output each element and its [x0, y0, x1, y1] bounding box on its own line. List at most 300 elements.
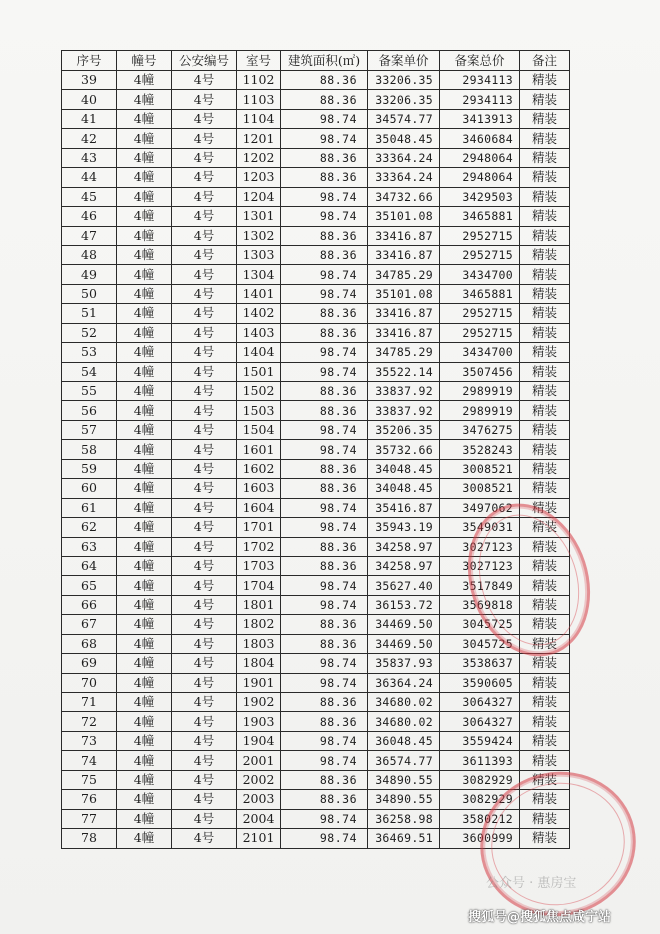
table-row [62, 673, 570, 692]
table-row [62, 459, 570, 478]
cell-room: 1201 [237, 129, 281, 148]
cell-building: 4幢 [117, 168, 172, 187]
cell-area: 98.74 [281, 809, 368, 828]
cell-remark: 精装 [520, 129, 570, 148]
table-row [62, 615, 570, 634]
cell-room: 1604 [237, 498, 281, 517]
cell-room: 1901 [237, 673, 281, 692]
cell-unit-price: 36364.24 [368, 673, 440, 692]
cell-building: 4幢 [117, 537, 172, 556]
cell-total-price: 3549031 [440, 518, 520, 537]
cell-remark: 精装 [520, 109, 570, 128]
cell-police-no: 4号 [172, 693, 237, 712]
cell-total-price: 3538637 [440, 654, 520, 673]
cell-total-price: 2989919 [440, 401, 520, 420]
cell-remark: 精装 [520, 809, 570, 828]
cell-total-price: 2952715 [440, 226, 520, 245]
cell-remark: 精装 [520, 265, 570, 284]
cell-total-price: 3460684 [440, 129, 520, 148]
cell-building: 4幢 [117, 712, 172, 731]
cell-unit-price: 33206.35 [368, 90, 440, 109]
cell-building: 4幢 [117, 187, 172, 206]
cell-remark: 精装 [520, 537, 570, 556]
cell-area: 88.36 [281, 148, 368, 167]
cell-seq: 52 [62, 323, 117, 342]
cell-seq: 53 [62, 343, 117, 362]
cell-police-no: 4号 [172, 459, 237, 478]
cell-building: 4幢 [117, 207, 172, 226]
cell-room: 1802 [237, 615, 281, 634]
table-row [62, 148, 570, 167]
cell-remark: 精装 [520, 207, 570, 226]
cell-area: 98.74 [281, 673, 368, 692]
cell-seq: 47 [62, 226, 117, 245]
table-row [62, 518, 570, 537]
cell-building: 4幢 [117, 518, 172, 537]
cell-police-no: 4号 [172, 673, 237, 692]
cell-building: 4幢 [117, 693, 172, 712]
cell-remark: 精装 [520, 673, 570, 692]
cell-room: 1302 [237, 226, 281, 245]
cell-remark: 精装 [520, 284, 570, 303]
cell-area: 98.74 [281, 595, 368, 614]
table-row [62, 751, 570, 770]
cell-unit-price: 33364.24 [368, 148, 440, 167]
cell-building: 4幢 [117, 673, 172, 692]
cell-unit-price: 33837.92 [368, 382, 440, 401]
cell-total-price: 3082929 [440, 770, 520, 789]
cell-unit-price: 36469.51 [368, 829, 440, 848]
cell-room: 1504 [237, 420, 281, 439]
cell-seq: 44 [62, 168, 117, 187]
cell-building: 4幢 [117, 420, 172, 439]
cell-area: 88.36 [281, 226, 368, 245]
cell-room: 1402 [237, 304, 281, 323]
cell-area: 88.36 [281, 770, 368, 789]
table-row [62, 207, 570, 226]
cell-remark: 精装 [520, 343, 570, 362]
cell-remark: 精装 [520, 654, 570, 673]
cell-unit-price: 36048.45 [368, 731, 440, 750]
cell-unit-price: 35048.45 [368, 129, 440, 148]
cell-police-no: 4号 [172, 71, 237, 90]
cell-area: 88.36 [281, 71, 368, 90]
table-row [62, 226, 570, 245]
cell-room: 1303 [237, 245, 281, 264]
table-row [62, 537, 570, 556]
cell-seq: 76 [62, 790, 117, 809]
cell-seq: 75 [62, 770, 117, 789]
table-row [62, 556, 570, 575]
cell-seq: 55 [62, 382, 117, 401]
cell-seq: 49 [62, 265, 117, 284]
cell-unit-price: 34469.50 [368, 634, 440, 653]
cell-remark: 精装 [520, 731, 570, 750]
cell-seq: 48 [62, 245, 117, 264]
cell-total-price: 3064327 [440, 712, 520, 731]
cell-seq: 60 [62, 479, 117, 498]
cell-room: 1603 [237, 479, 281, 498]
table-row [62, 304, 570, 323]
cell-police-no: 4号 [172, 148, 237, 167]
cell-building: 4幢 [117, 751, 172, 770]
cell-building: 4幢 [117, 576, 172, 595]
cell-building: 4幢 [117, 654, 172, 673]
header-room: 室号 [237, 51, 281, 71]
cell-police-no: 4号 [172, 751, 237, 770]
cell-remark: 精装 [520, 90, 570, 109]
cell-building: 4幢 [117, 829, 172, 848]
cell-remark: 精装 [520, 576, 570, 595]
table-row [62, 187, 570, 206]
cell-police-no: 4号 [172, 245, 237, 264]
cell-remark: 精装 [520, 362, 570, 381]
cell-building: 4幢 [117, 362, 172, 381]
cell-police-no: 4号 [172, 265, 237, 284]
table-row [62, 420, 570, 439]
cell-unit-price: 34732.66 [368, 187, 440, 206]
cell-room: 2001 [237, 751, 281, 770]
table-row [62, 129, 570, 148]
cell-total-price: 2948064 [440, 168, 520, 187]
cell-seq: 61 [62, 498, 117, 517]
table-row [62, 90, 570, 109]
cell-area: 88.36 [281, 90, 368, 109]
cell-room: 1701 [237, 518, 281, 537]
table-row [62, 401, 570, 420]
cell-building: 4幢 [117, 440, 172, 459]
cell-total-price: 2934113 [440, 71, 520, 90]
cell-building: 4幢 [117, 790, 172, 809]
table-row [62, 770, 570, 789]
cell-area: 88.36 [281, 168, 368, 187]
cell-police-no: 4号 [172, 420, 237, 439]
cell-area: 98.74 [281, 207, 368, 226]
cell-total-price: 2934113 [440, 90, 520, 109]
cell-police-no: 4号 [172, 90, 237, 109]
table-row [62, 712, 570, 731]
cell-remark: 精装 [520, 829, 570, 848]
faint-source-watermark: 公众号 · 惠房宝 [486, 876, 577, 891]
cell-room: 1704 [237, 576, 281, 595]
cell-total-price: 3611393 [440, 751, 520, 770]
cell-unit-price: 34048.45 [368, 459, 440, 478]
cell-seq: 69 [62, 654, 117, 673]
cell-unit-price: 33416.87 [368, 245, 440, 264]
cell-building: 4幢 [117, 71, 172, 90]
cell-total-price: 3497062 [440, 498, 520, 517]
cell-seq: 71 [62, 693, 117, 712]
table-row [62, 498, 570, 517]
cell-seq: 57 [62, 420, 117, 439]
cell-police-no: 4号 [172, 770, 237, 789]
cell-room: 1903 [237, 712, 281, 731]
cell-total-price: 3429503 [440, 187, 520, 206]
cell-seq: 72 [62, 712, 117, 731]
cell-police-no: 4号 [172, 304, 237, 323]
cell-area: 88.36 [281, 693, 368, 712]
cell-seq: 58 [62, 440, 117, 459]
cell-area: 98.74 [281, 343, 368, 362]
cell-area: 98.74 [281, 518, 368, 537]
cell-building: 4幢 [117, 245, 172, 264]
cell-total-price: 3413913 [440, 109, 520, 128]
cell-remark: 精装 [520, 634, 570, 653]
cell-seq: 56 [62, 401, 117, 420]
cell-room: 1403 [237, 323, 281, 342]
cell-building: 4幢 [117, 323, 172, 342]
cell-room: 1702 [237, 537, 281, 556]
cell-unit-price: 34680.02 [368, 712, 440, 731]
cell-area: 98.74 [281, 265, 368, 284]
cell-room: 1301 [237, 207, 281, 226]
cell-area: 88.36 [281, 382, 368, 401]
cell-unit-price: 33416.87 [368, 323, 440, 342]
cell-room: 1202 [237, 148, 281, 167]
table-row [62, 168, 570, 187]
cell-remark: 精装 [520, 71, 570, 90]
cell-police-no: 4号 [172, 168, 237, 187]
price-table [61, 50, 570, 849]
table-row [62, 382, 570, 401]
cell-remark: 精装 [520, 187, 570, 206]
cell-building: 4幢 [117, 90, 172, 109]
cell-unit-price: 36574.77 [368, 751, 440, 770]
cell-police-no: 4号 [172, 362, 237, 381]
cell-area: 88.36 [281, 790, 368, 809]
table-row [62, 809, 570, 828]
cell-seq: 45 [62, 187, 117, 206]
cell-building: 4幢 [117, 459, 172, 478]
table-row [62, 109, 570, 128]
table-header-row [62, 51, 570, 71]
cell-area: 98.74 [281, 284, 368, 303]
cell-room: 1503 [237, 401, 281, 420]
cell-police-no: 4号 [172, 556, 237, 575]
cell-unit-price: 34680.02 [368, 693, 440, 712]
cell-seq: 64 [62, 556, 117, 575]
cell-area: 88.36 [281, 537, 368, 556]
table-row [62, 829, 570, 848]
cell-seq: 43 [62, 148, 117, 167]
header-police-no: 公安编号 [172, 51, 237, 71]
table-row [62, 790, 570, 809]
cell-remark: 精装 [520, 770, 570, 789]
cell-total-price: 3434700 [440, 265, 520, 284]
cell-total-price: 3476275 [440, 420, 520, 439]
cell-area: 98.74 [281, 109, 368, 128]
cell-police-no: 4号 [172, 615, 237, 634]
cell-seq: 66 [62, 595, 117, 614]
cell-total-price: 3008521 [440, 479, 520, 498]
cell-police-no: 4号 [172, 226, 237, 245]
cell-unit-price: 34890.55 [368, 790, 440, 809]
cell-room: 1803 [237, 634, 281, 653]
cell-area: 98.74 [281, 187, 368, 206]
cell-unit-price: 34258.97 [368, 556, 440, 575]
cell-unit-price: 33416.87 [368, 304, 440, 323]
cell-police-no: 4号 [172, 479, 237, 498]
cell-police-no: 4号 [172, 401, 237, 420]
cell-room: 2101 [237, 829, 281, 848]
cell-room: 1304 [237, 265, 281, 284]
cell-police-no: 4号 [172, 187, 237, 206]
cell-room: 1102 [237, 71, 281, 90]
cell-remark: 精装 [520, 459, 570, 478]
cell-seq: 63 [62, 537, 117, 556]
header-unit-price: 备案单价 [368, 51, 440, 71]
cell-unit-price: 35101.08 [368, 207, 440, 226]
cell-total-price: 3600999 [440, 829, 520, 848]
cell-total-price: 3434700 [440, 343, 520, 362]
cell-total-price: 3465881 [440, 207, 520, 226]
cell-unit-price: 33416.87 [368, 226, 440, 245]
cell-room: 1801 [237, 595, 281, 614]
cell-area: 88.36 [281, 401, 368, 420]
cell-building: 4幢 [117, 634, 172, 653]
cell-unit-price: 33364.24 [368, 168, 440, 187]
cell-unit-price: 34258.97 [368, 537, 440, 556]
cell-total-price: 3465881 [440, 284, 520, 303]
cell-total-price: 3528243 [440, 440, 520, 459]
cell-seq: 77 [62, 809, 117, 828]
cell-room: 1404 [237, 343, 281, 362]
cell-police-no: 4号 [172, 109, 237, 128]
cell-total-price: 2952715 [440, 323, 520, 342]
table-row [62, 71, 570, 90]
cell-room: 1203 [237, 168, 281, 187]
cell-total-price: 3045725 [440, 634, 520, 653]
cell-room: 1904 [237, 731, 281, 750]
cell-police-no: 4号 [172, 809, 237, 828]
cell-area: 98.74 [281, 576, 368, 595]
cell-unit-price: 34048.45 [368, 479, 440, 498]
cell-unit-price: 35627.40 [368, 576, 440, 595]
cell-seq: 65 [62, 576, 117, 595]
cell-remark: 精装 [520, 168, 570, 187]
cell-total-price: 3082929 [440, 790, 520, 809]
cell-remark: 精装 [520, 440, 570, 459]
cell-seq: 41 [62, 109, 117, 128]
header-remark: 备注 [520, 51, 570, 71]
cell-police-no: 4号 [172, 654, 237, 673]
table-row [62, 362, 570, 381]
watermark-text: 搜狐号@搜狐焦点咸宁站 [468, 909, 612, 925]
table-row [62, 634, 570, 653]
cell-building: 4幢 [117, 265, 172, 284]
cell-remark: 精装 [520, 712, 570, 731]
cell-total-price: 3590605 [440, 673, 520, 692]
cell-police-no: 4号 [172, 790, 237, 809]
cell-unit-price: 35732.66 [368, 440, 440, 459]
cell-total-price: 3027123 [440, 537, 520, 556]
cell-room: 1602 [237, 459, 281, 478]
cell-total-price: 2989919 [440, 382, 520, 401]
cell-area: 98.74 [281, 440, 368, 459]
cell-area: 88.36 [281, 459, 368, 478]
cell-room: 1103 [237, 90, 281, 109]
cell-seq: 73 [62, 731, 117, 750]
cell-area: 88.36 [281, 712, 368, 731]
cell-room: 1204 [237, 187, 281, 206]
table-row [62, 731, 570, 750]
cell-unit-price: 35943.19 [368, 518, 440, 537]
cell-room: 1501 [237, 362, 281, 381]
table-row [62, 479, 570, 498]
cell-building: 4幢 [117, 284, 172, 303]
cell-seq: 78 [62, 829, 117, 848]
cell-building: 4幢 [117, 304, 172, 323]
cell-remark: 精装 [520, 518, 570, 537]
cell-room: 2002 [237, 770, 281, 789]
cell-building: 4幢 [117, 343, 172, 362]
cell-total-price: 2952715 [440, 304, 520, 323]
cell-remark: 精装 [520, 751, 570, 770]
cell-area: 98.74 [281, 362, 368, 381]
cell-unit-price: 34574.77 [368, 109, 440, 128]
cell-total-price: 3027123 [440, 556, 520, 575]
cell-seq: 62 [62, 518, 117, 537]
cell-unit-price: 34890.55 [368, 770, 440, 789]
cell-building: 4幢 [117, 498, 172, 517]
cell-area: 88.36 [281, 304, 368, 323]
cell-unit-price: 33837.92 [368, 401, 440, 420]
cell-building: 4幢 [117, 809, 172, 828]
cell-remark: 精装 [520, 148, 570, 167]
cell-room: 1703 [237, 556, 281, 575]
cell-seq: 39 [62, 71, 117, 90]
cell-unit-price: 34785.29 [368, 265, 440, 284]
cell-building: 4幢 [117, 148, 172, 167]
cell-police-no: 4号 [172, 498, 237, 517]
table-row [62, 284, 570, 303]
cell-total-price: 3507456 [440, 362, 520, 381]
cell-building: 4幢 [117, 226, 172, 245]
cell-police-no: 4号 [172, 323, 237, 342]
table-row [62, 323, 570, 342]
table-row [62, 343, 570, 362]
cell-remark: 精装 [520, 304, 570, 323]
header-area: 建筑面积(㎡) [281, 51, 368, 71]
cell-area: 88.36 [281, 323, 368, 342]
cell-area: 98.74 [281, 420, 368, 439]
cell-room: 2004 [237, 809, 281, 828]
cell-unit-price: 34785.29 [368, 343, 440, 362]
cell-police-no: 4号 [172, 343, 237, 362]
cell-police-no: 4号 [172, 829, 237, 848]
cell-seq: 74 [62, 751, 117, 770]
cell-seq: 51 [62, 304, 117, 323]
header-seq: 序号 [62, 51, 117, 71]
cell-police-no: 4号 [172, 129, 237, 148]
cell-area: 88.36 [281, 634, 368, 653]
cell-building: 4幢 [117, 129, 172, 148]
cell-seq: 54 [62, 362, 117, 381]
cell-police-no: 4号 [172, 382, 237, 401]
cell-unit-price: 34469.50 [368, 615, 440, 634]
cell-total-price: 3580212 [440, 809, 520, 828]
cell-area: 98.74 [281, 751, 368, 770]
cell-police-no: 4号 [172, 595, 237, 614]
table-row [62, 440, 570, 459]
cell-unit-price: 35101.08 [368, 284, 440, 303]
cell-room: 2003 [237, 790, 281, 809]
cell-area: 98.74 [281, 129, 368, 148]
cell-remark: 精装 [520, 615, 570, 634]
table-row [62, 245, 570, 264]
cell-unit-price: 35416.87 [368, 498, 440, 517]
cell-unit-price: 36258.98 [368, 809, 440, 828]
